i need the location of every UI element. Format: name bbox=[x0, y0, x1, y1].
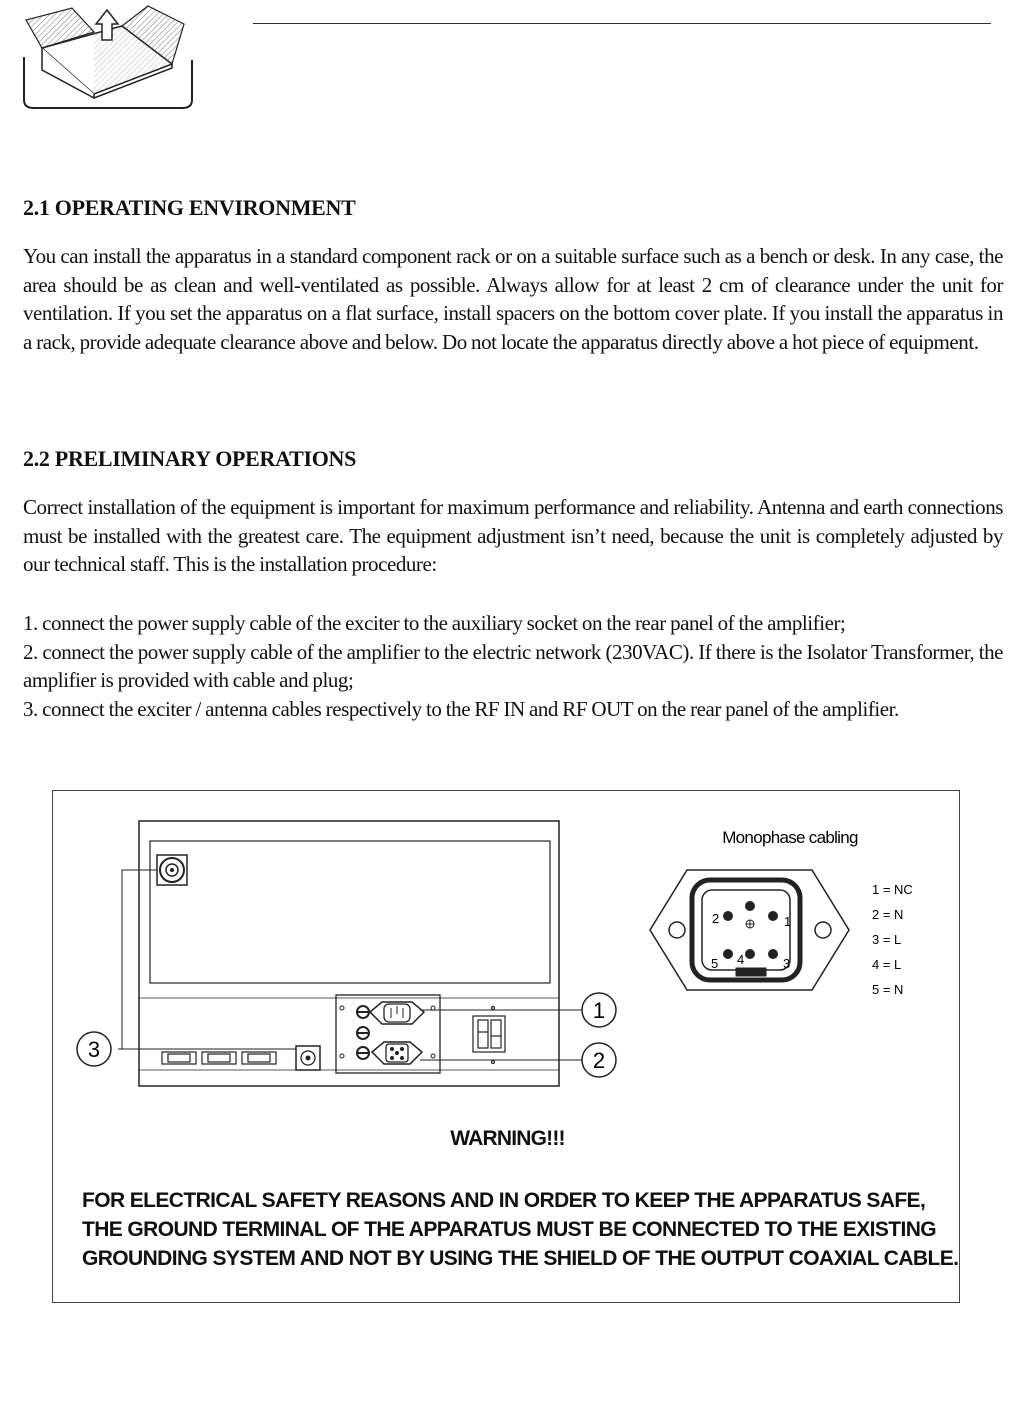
pin-map-entry: 2 = N bbox=[872, 907, 904, 922]
svg-text:1: 1 bbox=[592, 998, 606, 1023]
operating-environment-paragraph: You can install the apparatus in a standard component rack or on a suitable surface such as a bench or desk. In any case, the area should be as clean and well-ventilated as possible. Always allow for at least 2 cm of clearance under the unit for ventilation. If you set the apparatus on a flat surface, install spacers on the bottom cover plate. If you install the apparatus in a rack, provide adequate clearance above and below. Do not locate the apparatus directly above a hot piece of equipment. bbox=[23, 244, 1003, 354]
warning-title: WARNING!!! bbox=[450, 1127, 565, 1150]
svg-text:2: 2 bbox=[592, 1048, 606, 1073]
rear-panel bbox=[139, 821, 559, 1086]
pin-map-entry: 4 = L bbox=[872, 957, 902, 972]
open-box-arrow-icon bbox=[22, 2, 197, 112]
header-rule bbox=[253, 23, 991, 24]
section-title-operating-environment: 2.1 OPERATING ENVIRONMENT bbox=[23, 195, 356, 220]
pin-map bbox=[872, 882, 913, 997]
pin-label: 1 bbox=[784, 914, 792, 929]
pin-map-entry: 3 = L bbox=[872, 932, 902, 947]
warning-line: GROUNDING SYSTEM AND NOT BY USING THE SHIELD OF THE OUTPUT COAXIAL CABLE. bbox=[82, 1247, 959, 1270]
pin-label: 4 bbox=[737, 952, 745, 967]
preliminary-operations-paragraph: Correct installation of the equipment is important for maximum performance and reliability. Antenna and earth connections must be installed with the greatest care. The equipment adjustment isn’t need, because the unit is completely adjusted by our technical staff. This is the installation procedure: bbox=[23, 495, 1003, 577]
callout-3 bbox=[77, 1032, 111, 1066]
installation-step: 1. connect the power supply cable of the exciter to the auxiliary socket on the rear panel of the amplifier; bbox=[23, 611, 846, 635]
callout-2 bbox=[582, 1043, 616, 1077]
rf-connector-icon bbox=[157, 855, 187, 885]
leader-lines bbox=[118, 870, 582, 1060]
monophase-connector-icon bbox=[650, 870, 849, 990]
breaker-switch-icon bbox=[473, 1007, 505, 1064]
db9-connector-icon bbox=[162, 1052, 276, 1064]
installation-step: 2. connect the power supply cable of the amplifier to the electric network (230VAC). If there is the Isolator Transformer, the amplifier is provided with cable and plug; bbox=[23, 639, 1003, 693]
pin-label: 5 bbox=[711, 956, 719, 971]
pin-label: 3 bbox=[783, 956, 791, 971]
ground-terminal-icon bbox=[296, 1046, 320, 1070]
pin-map-entry: 1 = NC bbox=[872, 882, 913, 897]
warning-line: THE GROUND TERMINAL OF THE APPARATUS MUST BE CONNECTED TO THE EXISTING bbox=[82, 1218, 937, 1241]
installation-steps-list bbox=[23, 609, 1003, 723]
section-title-preliminary-operations: 2.2 PRELIMINARY OPERATIONS bbox=[23, 446, 357, 471]
pin-label: 2 bbox=[712, 911, 720, 926]
callout-1 bbox=[582, 993, 616, 1027]
warning-line: FOR ELECTRICAL SAFETY REASONS AND IN ORDER TO KEEP THE APPARATUS SAFE, bbox=[82, 1189, 926, 1212]
warning-text bbox=[82, 1186, 959, 1273]
monophase-cabling-title: Monophase cabling bbox=[722, 828, 858, 847]
pin-map-entry: 5 = N bbox=[872, 982, 904, 997]
power-module bbox=[336, 995, 440, 1073]
svg-text:3: 3 bbox=[87, 1037, 101, 1062]
rear-panel-diagram bbox=[52, 790, 960, 1120]
installation-step: 3. connect the exciter / antenna cables respectively to the RF IN and RF OUT on the rear panel of the amplifier. bbox=[23, 696, 899, 721]
